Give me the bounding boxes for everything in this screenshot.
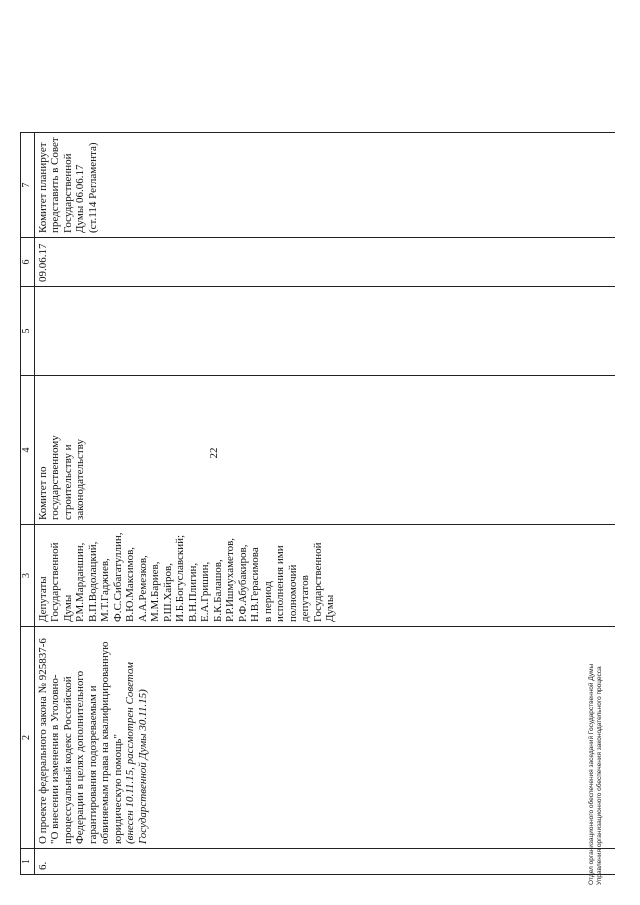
author-line: Н.В.Герасимова bbox=[249, 547, 261, 622]
bills-table bbox=[20, 132, 615, 875]
committee-line: строительству и bbox=[61, 444, 74, 520]
date-value: 09.06.17 bbox=[36, 243, 49, 282]
column-number-row bbox=[21, 133, 35, 875]
footer-line-2: Управления организационного обеспечения законодательного процесса bbox=[596, 666, 603, 885]
author-line: В.Ю.Максимов, bbox=[124, 546, 136, 622]
author-line: В.Н.Плигин, bbox=[186, 562, 199, 622]
author-line: исполнения ими bbox=[274, 545, 286, 622]
bill-title-cell bbox=[34, 627, 615, 849]
author-line: Б.К.Балашов, bbox=[211, 559, 224, 622]
footer-line-1: Отдел организационного обеспечения заседаний Государственной Думы bbox=[588, 663, 595, 885]
bill-title-line: гарантирования подозреваемым и bbox=[86, 685, 99, 844]
status-line: (ст.114 Регламента) bbox=[86, 142, 99, 233]
author-line: Ф.С.Сибагатуллин, bbox=[111, 532, 124, 622]
committee-line: Комитет по bbox=[36, 466, 49, 520]
author-line: депутатов bbox=[299, 575, 311, 622]
status-line: представить в Совет bbox=[49, 137, 61, 233]
author-line: И.Б.Богуславский; bbox=[174, 534, 186, 622]
col-header-4: 4 bbox=[21, 376, 35, 525]
committee-cell bbox=[34, 376, 615, 525]
author-line: полномочий bbox=[286, 564, 299, 622]
col-header-5: 5 bbox=[21, 287, 35, 376]
author-line: Думы bbox=[324, 594, 336, 622]
bill-title-line: О проекте федерального закона № 925837-6 bbox=[36, 638, 49, 844]
date-cell bbox=[34, 238, 615, 287]
bill-title-line: процессуальный кодекс Российской bbox=[61, 676, 74, 844]
author-line: Р.Ф.Абубакиров, bbox=[236, 544, 249, 622]
col-header-3: 3 bbox=[21, 525, 35, 627]
author-line: Р.М.Марданшин, bbox=[74, 542, 86, 622]
column-5-cell bbox=[34, 287, 615, 376]
bill-title-line: Федерации в целях дополнительного bbox=[74, 670, 86, 844]
author-line: Думы bbox=[61, 594, 74, 622]
row-number: 6. bbox=[34, 849, 615, 875]
status-line: Государственной bbox=[61, 153, 74, 233]
author-line: М.Т.Гаджиев, bbox=[99, 558, 111, 622]
page-number: 22 bbox=[208, 447, 220, 459]
author-line: Депутаты bbox=[36, 576, 49, 622]
author-line: Государственной bbox=[311, 542, 324, 622]
col-header-2: 2 bbox=[21, 627, 35, 849]
status-cell bbox=[34, 133, 615, 238]
committee-line: государственному bbox=[49, 435, 61, 520]
author-line: В.П.Водолацкий, bbox=[86, 541, 99, 622]
status-line: Думы 06.06.17 bbox=[74, 164, 86, 233]
col-header-6: 6 bbox=[21, 238, 35, 287]
col-header-7: 7 bbox=[21, 133, 35, 238]
bill-title-line: юридическую помощь" bbox=[111, 734, 124, 844]
footer bbox=[588, 664, 604, 885]
col-header-1: 1 bbox=[21, 849, 35, 875]
author-line: Е.А.Гришин, bbox=[199, 561, 211, 622]
author-line: в период bbox=[261, 581, 274, 622]
authors-cell bbox=[34, 525, 615, 627]
table-row bbox=[34, 133, 615, 875]
bill-title-line: обвиняемым права на квалифицированную bbox=[99, 641, 111, 844]
committee-line: законодательству bbox=[74, 439, 86, 520]
author-line: Р.Р.Ишмухаметов, bbox=[224, 537, 236, 622]
author-line: М.М.Бариев, bbox=[149, 561, 161, 622]
bill-title-line: "О внесении изменения в Уголовно- bbox=[49, 674, 61, 844]
bill-note-line: Государственной Думы 30.11.15) bbox=[136, 689, 149, 844]
author-line: Государственной bbox=[49, 542, 61, 622]
status-line: Комитет планирует bbox=[36, 142, 49, 233]
author-line: Р.Ш.Хайров, bbox=[161, 563, 174, 622]
bill-note-line: (внесен 10.11.15, рассмотрен Советом bbox=[124, 662, 136, 844]
author-line: А.А.Ремезков, bbox=[136, 555, 149, 622]
